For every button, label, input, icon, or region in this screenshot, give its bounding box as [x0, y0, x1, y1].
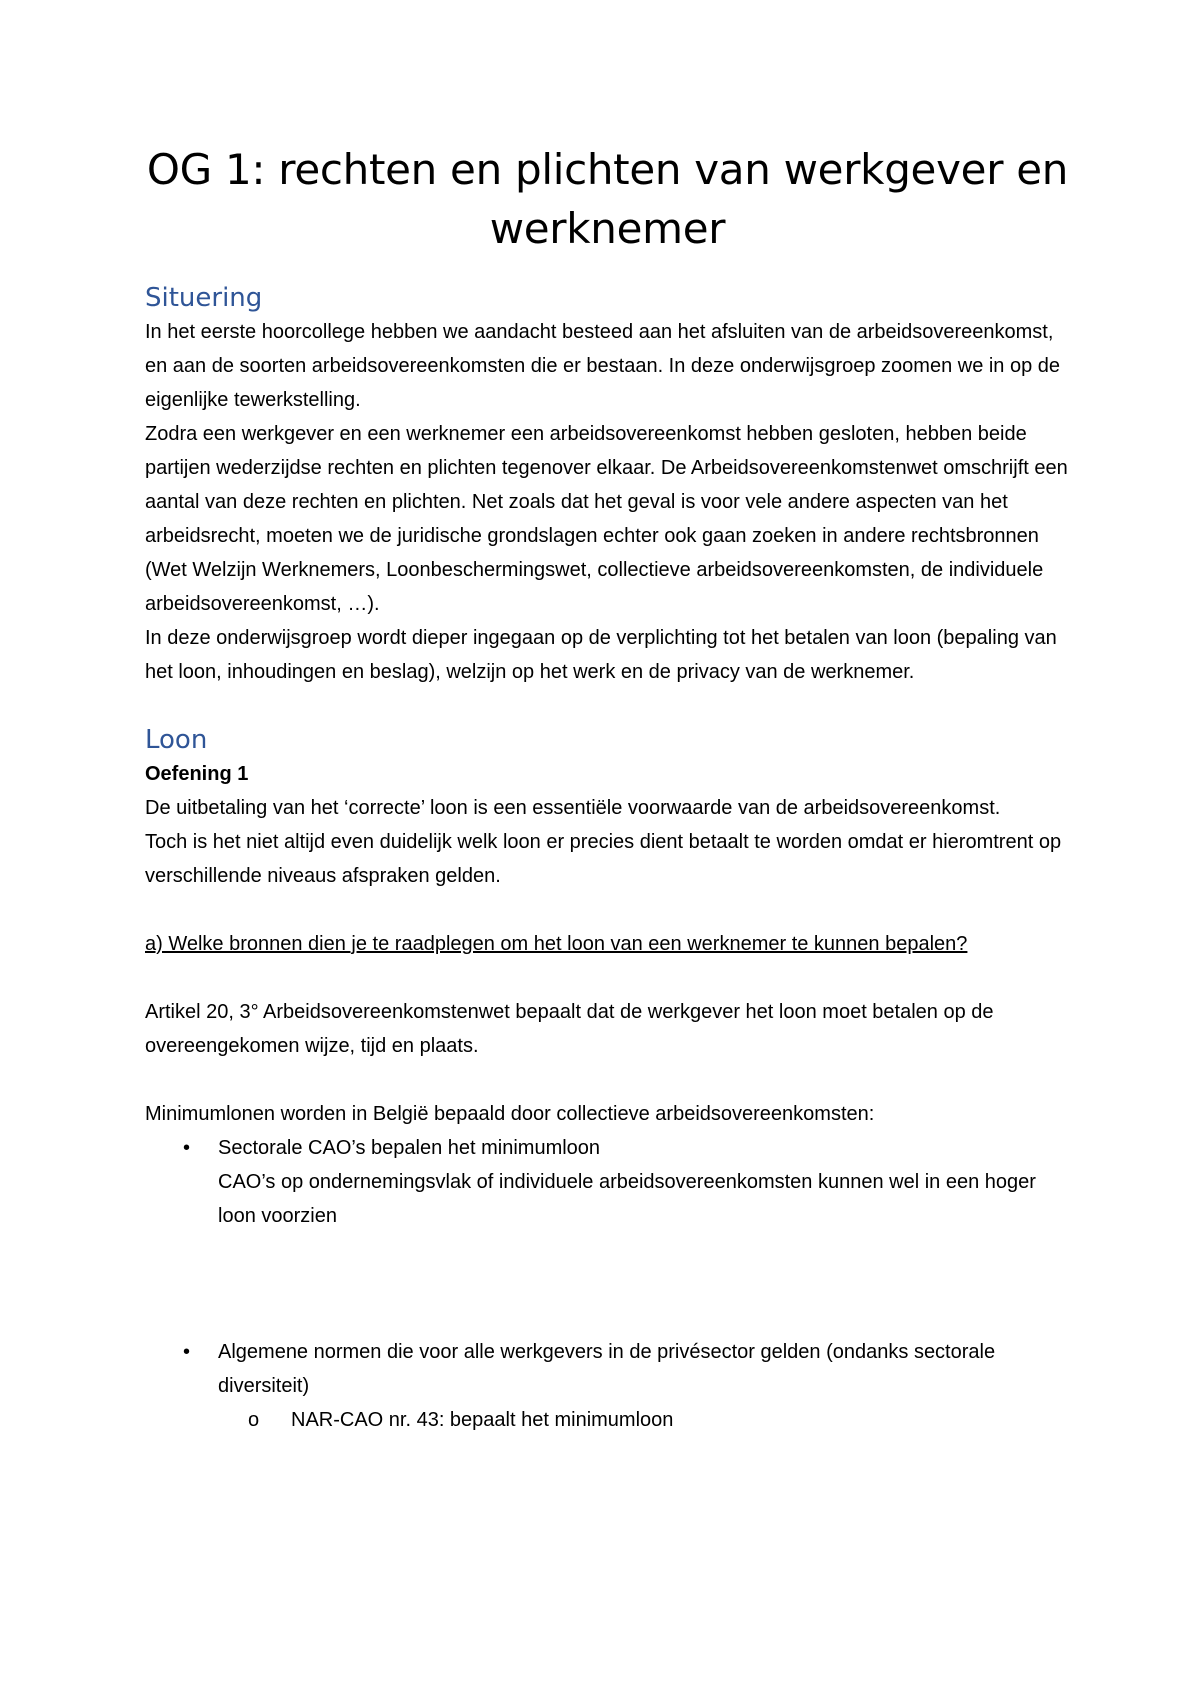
document-title: OG 1: rechten en plichten van werkgever en werknemer	[146, 145, 1069, 253]
heading-loon: Loon	[145, 725, 208, 755]
article-paragraph: Artikel 20, 3° Arbeidsovereenkomstenwet bepaalt dat de werkgever het loon moet betalen op de overeengekomen wijze, tijd en plaats.	[145, 1001, 994, 1057]
loon-intro-paragraph-1: De uitbetaling van het ‘correcte’ loon is een essentiële voorwaarde van de arbeidsovereenkomst.	[145, 797, 1001, 819]
list-item	[145, 1131, 1070, 1233]
bullet-icon: •	[183, 1341, 191, 1363]
question-a: a) Welke bronnen dien je te raadplegen om het loon van een werknemer te kunnen bepalen?	[145, 933, 968, 955]
situering-paragraph-1: In het eerste hoorcollege hebben we aandacht besteed aan het afsluiten van de arbeidsovereenkomst, en aan de soorten arbeidsovereenkomsten die er bestaan. In deze onderwijsgroep zoomen we in op de eigenlijke tewerkstelling.	[145, 321, 1061, 411]
loon-intro-paragraph-2: Toch is het niet altijd even duidelijk welk loon er precies dient betaalt te worden omdat er hieromtrent op verschillende niveaus afspraken gelden.	[145, 831, 1062, 887]
sub-list	[218, 1403, 1070, 1437]
minimum-wage-intro: Minimumlonen worden in België bepaald door collectieve arbeidsovereenkomsten:	[145, 1103, 875, 1125]
situering-body	[145, 315, 1070, 689]
document-page	[145, 0, 1070, 1437]
situering-paragraph-3: In deze onderwijsgroep wordt dieper ingegaan op de verplichting tot het betalen van loon (bepaling van het loon, inhoudingen en beslag), welzijn op het werk en de privacy van de werknemer.	[145, 627, 1057, 683]
exercise-title: Oefening 1	[145, 763, 249, 785]
bullet-1-line-1: Sectorale CAO’s bepalen het minimumloon	[218, 1137, 601, 1159]
bullet-icon: •	[183, 1137, 191, 1159]
heading-situering: Situering	[145, 283, 263, 313]
sub-list-item	[218, 1403, 1070, 1437]
bullet-1-line-2: CAO’s op ondernemingsvlak of individuele arbeidsovereenkomsten kunnen wel in een hoger loon voorzien	[218, 1171, 1036, 1227]
situering-paragraph-2: Zodra een werkgever en een werknemer een arbeidsovereenkomst hebben gesloten, hebben beide partijen wederzijdse rechten en plichten tegenover elkaar. De Arbeidsovereenkomstenwet omschrijft een aantal van deze rechten en plichten. Net zoals dat het geval is voor vele andere aspecten van het arbeidsrecht, moeten we de juridische grondslagen echter ook gaan zoeken in andere rechtsbronnen (Wet Welzijn Werknemers, Loonbeschermingswet, collectieve arbeidsovereenkomsten, de individuele arbeidsovereenkomst, …).	[145, 423, 1068, 615]
bullet-2-line-1: Algemene normen die voor alle werkgevers in de privésector gelden (ondanks sectorale diversiteit)	[218, 1341, 996, 1397]
minimum-wage-list	[145, 1131, 1070, 1437]
sub-item-text: NAR-CAO nr. 43: bepaalt het minimumloon	[291, 1409, 674, 1431]
list-item	[145, 1335, 1070, 1437]
circle-bullet-icon: o	[248, 1409, 260, 1431]
